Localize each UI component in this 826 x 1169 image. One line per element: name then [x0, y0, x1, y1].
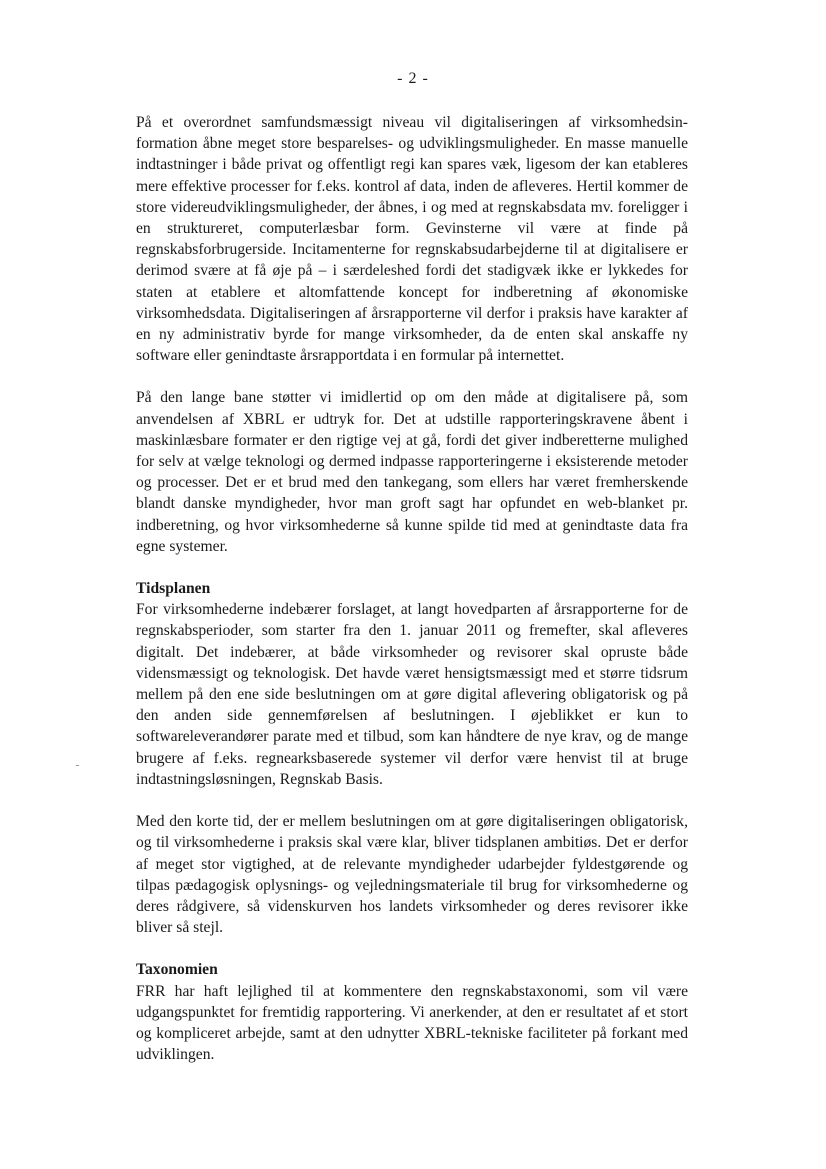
section-tidsplanen: [136, 578, 688, 938]
paragraph-tidsplanen-2: Med den korte tid, der er mellem beslutningen om at gøre digitaliseringen obligatorisk, og til virksomhederne i praksis skal være klar, bliver tidsplanen ambitiøs. Det er derfor af meget stor vigtighed, at de relevante myndigheder udarbejder fyldestgørende og tilpas pædagogisk oplysnings- og vejledningsmateriale til brug for virksomhederne og deres rådgivere, så videnskurven hos landets virksomheder og deres revisorer ikke bliver så stejl.: [136, 813, 688, 937]
heading-taxonomien: Taxonomien: [136, 961, 218, 979]
margin-mark: [76, 765, 79, 766]
document-body: [136, 112, 688, 1086]
paragraph-lange-bane: På den lange bane støtter vi imidlertid op om den måde at digitalisere på, som anvendelsen af XBRL er udtryk for. Det at udstille rapporteringskravene åbent i maskinlæsbare formater er den rigtige vej at gå, fordi det giver indberetterne mulighed for selv at vælge teknologi og dermed indpasse rapporteringerne i eksisterende metoder og processer. Det er et brud med den tankegang, som ellers har været fremherskende blandt danske myndigheder, hvor man groft sagt har opfundet en web-blanket pr. indberetning, og hvor virksomhederne så kunne spilde tid med at genindtaste data fra egne systemer.: [136, 389, 688, 555]
heading-tidsplanen: Tidsplanen: [136, 580, 211, 598]
paragraph-tidsplanen-1: For virksomhederne indebærer forslaget, at langt hovedparten af årsrapporterne for de regnskabsperioder, som starter fra den 1. januar 2011 og fremefter, skal afleveres digitalt. Det indebærer, at både virksomheder og revisorer skal opruste både vidensmæssigt og teknologisk. Det havde været hensigtsmæssigt med et større tidsrum mellem på den ene side beslutningen om at gøre digital aflevering obligatorisk og på den anden side gennemførelsen af beslutningen. I øjeblikket er kun to softwareleverandører parate med et tilbud, som kan håndtere de nye krav, og de mange brugere af f.eks. regnearksbaserede systemer vil derfor være henvist til at bruge indtastningsløsningen, Regnskab Basis.: [136, 601, 688, 788]
paragraph-digitalisering-niveau: På et overordnet samfundsmæssigt niveau vil digitaliseringen af virksomhedsinformation åbne meget store besparelses- og udviklingsmuligheder. En masse manuelle indtastninger i både privat og offentligt regi kan spares væk, ligesom der kan etableres mere effektive processer for f.eks. kontrol af data, inden de afleveres. Hertil kommer de store videreudviklingsmuligheder, der åbnes, i og med at regnskabsdata mv. foreligger i en struktureret, computerlæsbar form. Gevinsterne vil være at finde på regnskabsforbrugerside. Incitamenterne for regnskabsudarbejderne til at digitalisere er derimod svære at få øje på – i særdeleshed fordi det stadigvæk ikke er lykkedes for staten at etablere et altomfattende koncept for indberetning af økonomiske virksomhedsdata. Digitaliseringen af årsrapporterne vil derfor i praksis have karakter af en ny administrativ byrde for mange virksomheder, da de enten skal anskaffe ny software eller genindtaste årsrapportdata i en formular på internettet.: [136, 114, 688, 365]
page-number: - 2 -: [397, 70, 429, 87]
section-taxonomien: [136, 959, 688, 1065]
paragraph-taxonomien-1: FRR har haft lejlighed til at kommentere den regnskabstaxonomi, som vil være udgangspunktet for fremtidig rapportering. Vi anerkender, at den er resultatet af et stort og kompliceret arbejde, samt at den udnytter XBRL-tekniske faciliteter på forkant med udviklingen.: [136, 982, 688, 1064]
